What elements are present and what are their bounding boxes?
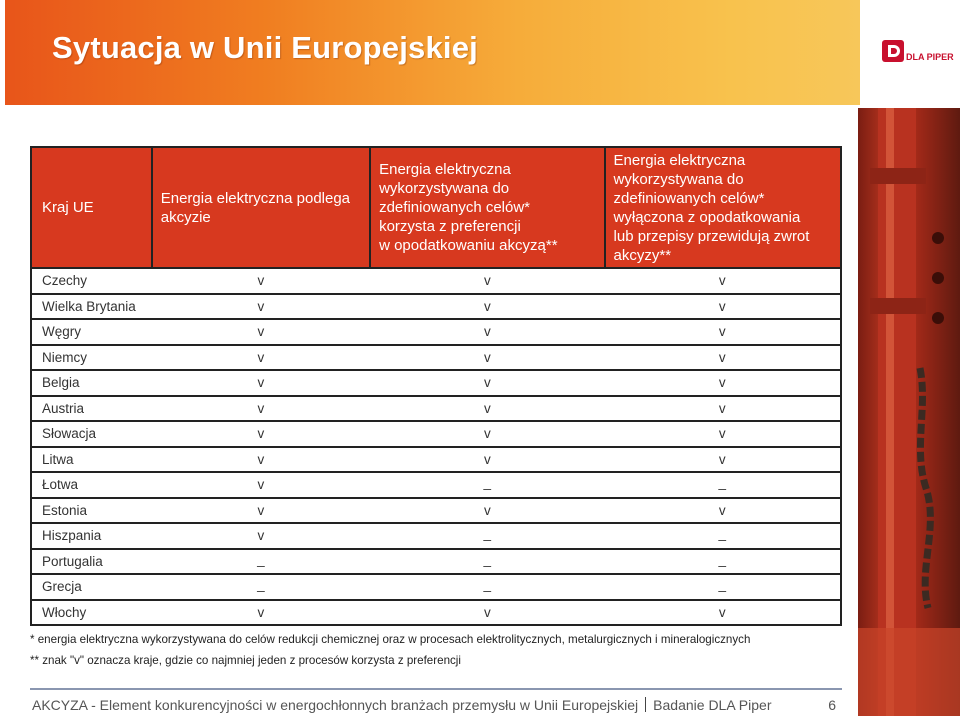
table-row xyxy=(31,549,841,575)
mark-value: v xyxy=(483,400,491,416)
mark-cell xyxy=(605,523,841,549)
mark-cell xyxy=(605,268,841,294)
mark-cell xyxy=(152,319,370,345)
mark-value: v xyxy=(483,502,491,518)
country-cell: Słowacja xyxy=(31,421,152,447)
mark-value: _ xyxy=(718,526,727,542)
mark-value: v xyxy=(718,273,726,289)
mark-value: v xyxy=(257,375,265,391)
header-line: wyłączona z opodatkowania xyxy=(613,208,801,226)
header-line: Kraj UE xyxy=(42,199,94,216)
eu-excise-table xyxy=(30,146,842,626)
mark-cell xyxy=(370,447,604,473)
mark-value: v xyxy=(718,604,726,620)
country-cell: Litwa xyxy=(31,447,152,473)
country-cell: Grecja xyxy=(31,574,152,600)
mark-value: v xyxy=(718,502,726,518)
mark-value: v xyxy=(718,375,726,391)
mark-cell xyxy=(605,600,841,626)
mark-cell xyxy=(152,523,370,549)
mark-cell xyxy=(152,472,370,498)
country-cell: Niemcy xyxy=(31,345,152,371)
header-line: lub przepisy przewidują zwrot xyxy=(613,227,810,245)
mark-value: v xyxy=(483,426,491,442)
table-row xyxy=(31,472,841,498)
header-line: korzysta z preferencji xyxy=(379,218,521,235)
mark-value: v xyxy=(257,451,265,467)
dla-piper-logo-icon xyxy=(882,40,904,62)
mark-value: v xyxy=(718,451,726,467)
mark-cell xyxy=(370,268,604,294)
industrial-pipes-photo xyxy=(858,108,960,716)
mark-value: _ xyxy=(483,577,492,593)
header-line: Energia elektryczna podlega xyxy=(160,189,351,207)
header-exemption xyxy=(605,147,841,268)
mark-cell xyxy=(152,268,370,294)
mark-cell xyxy=(605,472,841,498)
mark-cell xyxy=(152,447,370,473)
country-cell: Estonia xyxy=(31,498,152,524)
mark-cell xyxy=(605,370,841,396)
mark-value: v xyxy=(483,349,491,365)
mark-cell xyxy=(370,549,604,575)
mark-value: v xyxy=(257,528,265,544)
country-cell: Portugalia xyxy=(31,549,152,575)
mark-value: v xyxy=(257,273,265,289)
footer xyxy=(30,688,842,718)
mark-cell xyxy=(370,319,604,345)
mark-value: v xyxy=(483,298,491,314)
mark-cell xyxy=(370,600,604,626)
mark-value: v xyxy=(257,324,265,340)
header-excise-applies xyxy=(152,147,370,268)
mark-value: v xyxy=(257,604,265,620)
table-row xyxy=(31,421,841,447)
header-line: akcyzie xyxy=(160,208,211,226)
header-line: wykorzystywana do xyxy=(613,170,744,188)
footer-text xyxy=(32,697,771,713)
slide-title: Sytuacja w Unii Europejskiej xyxy=(52,30,478,65)
mark-cell xyxy=(370,523,604,549)
logo-wordmark: DLA PIPER xyxy=(906,52,954,62)
table-row xyxy=(31,600,841,626)
mark-cell xyxy=(605,574,841,600)
mark-value: _ xyxy=(257,577,265,593)
mark-cell xyxy=(152,396,370,422)
mark-value: v xyxy=(483,324,491,340)
mark-value: v xyxy=(483,604,491,620)
mark-value: v xyxy=(718,349,726,365)
mark-value: v xyxy=(483,273,491,289)
mark-value: _ xyxy=(483,551,492,567)
mark-cell xyxy=(370,294,604,320)
country-cell: Węgry xyxy=(31,319,152,345)
table-row xyxy=(31,574,841,600)
header-line: akcyzy** xyxy=(613,246,672,264)
mark-value: v xyxy=(257,426,265,442)
footnote-1: * energia elektryczna wykorzystywana do celów redukcji chemicznej oraz w procesach elektrolitycznych, metalurgicznych i mineralogicznych xyxy=(30,633,751,646)
header-line: zdefiniowanych celów* xyxy=(379,199,531,216)
mark-cell xyxy=(152,345,370,371)
mark-value: _ xyxy=(483,475,492,491)
mark-value: v xyxy=(257,298,265,314)
country-cell: Hiszpania xyxy=(31,523,152,549)
country-cell: Czechy xyxy=(31,268,152,294)
mark-cell xyxy=(152,421,370,447)
mark-value: v xyxy=(483,451,491,467)
mark-cell xyxy=(152,574,370,600)
table-row xyxy=(31,523,841,549)
mark-cell xyxy=(152,600,370,626)
table-row xyxy=(31,294,841,320)
mark-value: v xyxy=(257,349,265,365)
header-line: w opodatkowaniu akcyzą** xyxy=(379,237,558,254)
footer-title: AKCYZA - Element konkurencyjności w energochłonnych branżach przemysłu w Unii Europejskiej xyxy=(32,697,639,713)
mark-cell xyxy=(370,370,604,396)
mark-cell xyxy=(605,345,841,371)
table-header-row xyxy=(31,147,841,268)
table-row xyxy=(31,447,841,473)
mark-value: _ xyxy=(718,551,727,567)
mark-cell xyxy=(605,447,841,473)
mark-cell xyxy=(152,498,370,524)
mark-cell xyxy=(152,370,370,396)
country-cell: Włochy xyxy=(31,600,152,626)
mark-value: v xyxy=(257,502,265,518)
mark-value: v xyxy=(718,298,726,314)
footer-brand: Badanie DLA Piper xyxy=(653,697,772,713)
mark-cell xyxy=(605,549,841,575)
table-row xyxy=(31,498,841,524)
header-line: zdefiniowanych celów* xyxy=(613,189,765,207)
mark-cell xyxy=(370,421,604,447)
mark-cell xyxy=(605,396,841,422)
header-preference xyxy=(370,147,604,268)
mark-value: v xyxy=(718,324,726,340)
table-row xyxy=(31,396,841,422)
country-cell: Łotwa xyxy=(31,472,152,498)
mark-cell xyxy=(605,498,841,524)
mark-cell xyxy=(605,421,841,447)
mark-value: _ xyxy=(257,551,265,567)
mark-value: v xyxy=(718,400,726,416)
pipes-illustration-icon xyxy=(858,108,960,716)
footnote-2: ** znak "v" oznacza kraje, gdzie co najmniej jeden z procesów korzysta z preferencji xyxy=(30,654,461,667)
mark-value: v xyxy=(483,375,491,391)
country-cell: Belgia xyxy=(31,370,152,396)
page-number: 6 xyxy=(828,697,836,713)
mark-value: _ xyxy=(718,475,727,491)
mark-cell xyxy=(370,396,604,422)
mark-cell xyxy=(370,574,604,600)
country-cell: Austria xyxy=(31,396,152,422)
header-country xyxy=(31,147,152,268)
mark-value: _ xyxy=(718,577,727,593)
mark-cell xyxy=(605,319,841,345)
mark-cell xyxy=(152,549,370,575)
mark-cell xyxy=(370,472,604,498)
header-line: Energia elektryczna xyxy=(379,161,511,178)
mark-cell xyxy=(370,345,604,371)
footer-separator xyxy=(645,697,646,712)
mark-value: _ xyxy=(483,526,492,542)
mark-cell xyxy=(152,294,370,320)
mark-value: v xyxy=(718,426,726,442)
table-row xyxy=(31,345,841,371)
table-row xyxy=(31,370,841,396)
header-line: Energia elektryczna xyxy=(613,151,746,169)
mark-cell xyxy=(370,498,604,524)
country-cell: Wielka Brytania xyxy=(31,294,152,320)
mark-value: v xyxy=(257,477,265,493)
table-row xyxy=(31,268,841,294)
mark-value: v xyxy=(257,400,265,416)
mark-cell xyxy=(605,294,841,320)
header-line: wykorzystywana do xyxy=(379,180,510,197)
table-row xyxy=(31,319,841,345)
